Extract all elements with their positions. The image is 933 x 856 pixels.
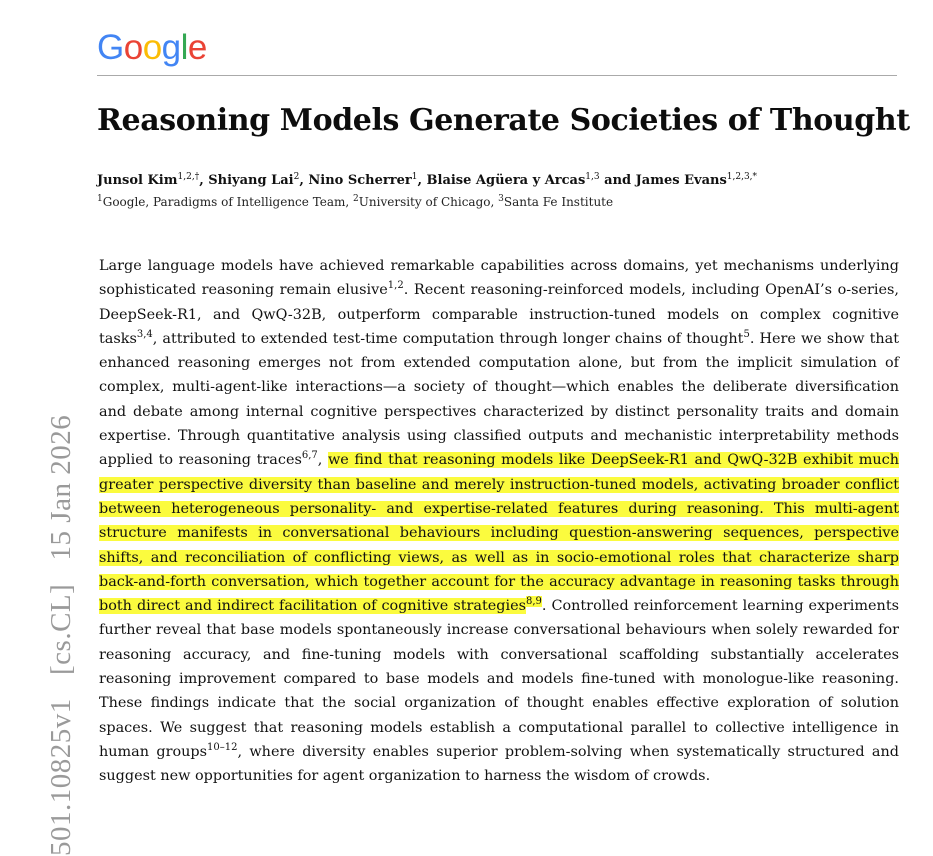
paper-title: Reasoning Models Generate Societies of Thought — [97, 103, 910, 138]
author-name: Nino Scherrer — [308, 173, 412, 188]
logo-letter: e — [187, 28, 207, 67]
abstract-text: , attributed to extended test-time computation through longer chains of thought — [152, 330, 744, 347]
affiliations — [97, 193, 613, 211]
author-affiliation-marker: 1,3 — [585, 172, 600, 182]
author-name: Shiyang Lai — [208, 173, 294, 188]
citation-ref: 1,2 — [387, 280, 404, 292]
author-affiliation-marker: 1,2,3,* — [726, 172, 758, 182]
arxiv-date: 15 Jan 2026 — [45, 414, 77, 561]
logo-letter: g — [161, 28, 181, 67]
logo-letter: o — [142, 28, 162, 67]
arxiv-category: [cs.CL] — [45, 583, 77, 675]
affiliation-text: University of Chicago, — [358, 195, 499, 209]
google-logo — [97, 28, 207, 68]
citation-ref: 6,7 — [301, 450, 318, 462]
author-separator: and — [599, 173, 636, 188]
highlighted-text: we find that reasoning models like DeepSeek-R1 and QwQ-32B exhibit much greater perspective diversity than baseline and merely instruction-tuned models, activating broader conflict between heterogeneous personality- and expertise-related features during reasoning. This multi-agent structure manifests in conversational behaviours including question-answering sequences, perspective shifts, and reconciliation of conflicting views, as well as in socio-emotional roles that characterize sharp back-and-forth conversation, which together account for the accuracy advantage in reasoning tasks through both direct and indirect facilitation of cognitive strategies — [99, 452, 900, 615]
abstract-text: . Controlled reinforcement learning experiments further reveal that base models spontaneously increase conversational behaviours when solely rewarded for reasoning accuracy, and fine-tuning models with conversational scaffolding substantially accelerates reasoning improvement compared to base models and models fine-tuned with monologue-like reasoning. These findings indicate that the social organization of thought enables effective exploration of solution spaces. We suggest that reasoning models establish a computational parallel to collective intelligence in human groups — [99, 598, 899, 760]
citation-ref: 10–12 — [207, 741, 238, 753]
author-name: Blaise Agüera y Arcas — [426, 173, 586, 188]
affiliation-text: Google, Paradigms of Intelligence Team, — [102, 195, 354, 209]
author-name: James Evans — [635, 173, 727, 188]
author-name: Junsol Kim — [97, 173, 178, 188]
abstract-text: , where diversity enables superior problem-solving when systematically structured and suggest new opportunities for agent organization to harness the wisdom of crowds. — [99, 743, 899, 785]
affiliation-marker: 1 — [97, 194, 103, 204]
citation-ref: 8,9 — [525, 596, 542, 608]
abstract-text: . Here we show that enhanced reasoning emerges not from extended computation alone, but from the implicit simulation of complex, multi-agent-like interactions—a society of thought—which enables the deliberate diversification and debate among internal cognitive perspectives characterized by distinct personality traits and domain expertise. Through quantitative analysis using classified outputs and mechanistic interpretability methods applied to reasoning traces — [99, 330, 899, 469]
author-affiliation-marker: 1 — [411, 172, 418, 182]
logo-letter: G — [97, 28, 124, 67]
author-affiliation-marker: 1,2,† — [177, 172, 200, 182]
author-affiliation-marker: 2 — [293, 172, 300, 182]
logo-letter: o — [123, 28, 143, 67]
header-divider — [97, 75, 897, 76]
abstract-text: , — [317, 452, 328, 469]
citation-ref: 3,4 — [136, 328, 153, 340]
author-separator: , — [417, 173, 427, 188]
arxiv-sidebar-stamp — [46, 415, 76, 856]
affiliation-text: Santa Fe Institute — [503, 195, 614, 209]
affiliation-marker: 3 — [498, 194, 504, 204]
logo-letter: l — [180, 28, 188, 67]
affiliation-marker: 2 — [353, 194, 359, 204]
arxiv-id: 501.10825v1 — [45, 698, 77, 856]
abstract-text: Large language models have achieved remarkable capabilities across domains, yet mechanisms underlying sophisticated reasoning remain elusive — [99, 258, 899, 299]
author-separator: , — [199, 173, 209, 188]
author-list — [97, 171, 757, 191]
citation-ref: 5 — [743, 328, 750, 340]
abstract — [99, 254, 899, 789]
abstract-text: . Recent reasoning-reinforced models, including OpenAI’s o-series, DeepSeek-R1, and QwQ-32B, outperform comparable instruction-tuned models on complex cognitive tasks — [99, 282, 899, 347]
author-separator: , — [299, 173, 309, 188]
